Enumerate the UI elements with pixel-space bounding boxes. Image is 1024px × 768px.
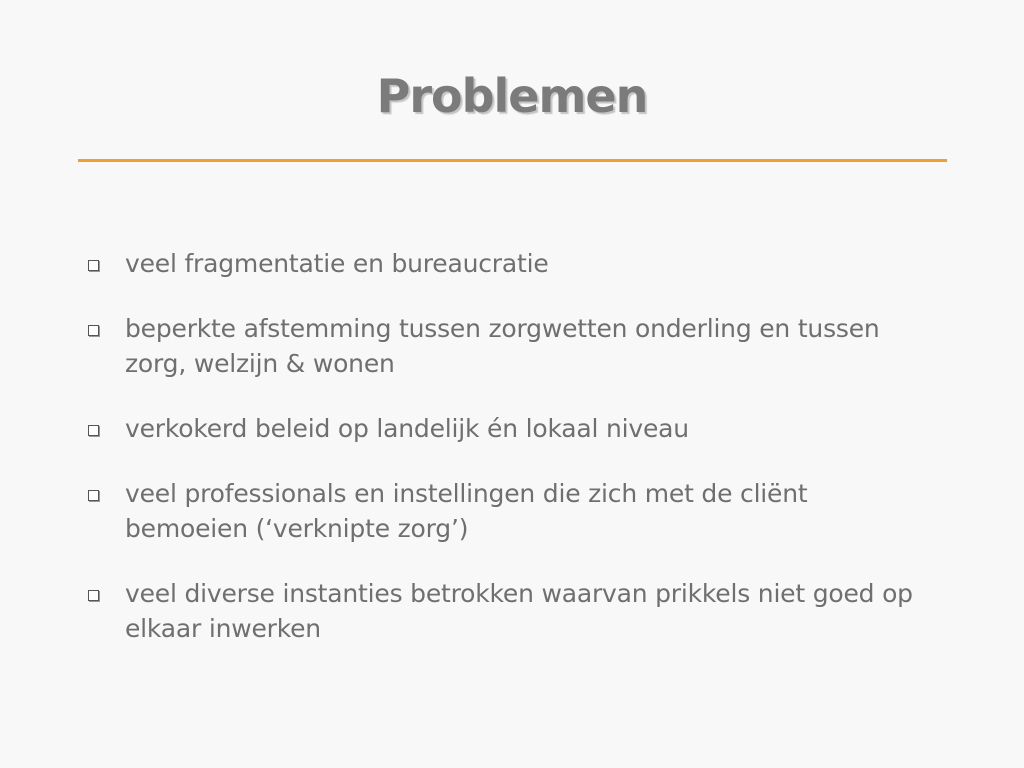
square-bullet-icon [88, 260, 99, 271]
square-bullet-icon [88, 590, 99, 601]
bullet-item [88, 411, 938, 446]
square-bullet-icon [88, 425, 99, 436]
bullet-text: verkokerd beleid op landelijk én lokaal niveau [125, 414, 689, 443]
bullet-item [88, 246, 938, 281]
title-divider [78, 159, 947, 162]
bullet-item [88, 311, 938, 381]
square-bullet-icon [88, 325, 99, 336]
bullet-text: veel fragmentatie en bureaucratie [125, 249, 549, 278]
bullet-item [88, 476, 938, 546]
bullet-text: beperkte afstemming tussen zorgwetten onderling en tussen zorg, welzijn & wonen [125, 314, 880, 378]
slide-title: Problemen [376, 69, 648, 123]
bullet-item [88, 576, 938, 646]
bullet-text: veel diverse instanties betrokken waarvan prikkels niet goed op elkaar inwerken [125, 579, 913, 643]
bullet-list [88, 246, 938, 676]
square-bullet-icon [88, 490, 99, 501]
bullet-text: veel professionals en instellingen die zich met de cliënt bemoeien (‘verknipte zorg’) [125, 479, 808, 543]
